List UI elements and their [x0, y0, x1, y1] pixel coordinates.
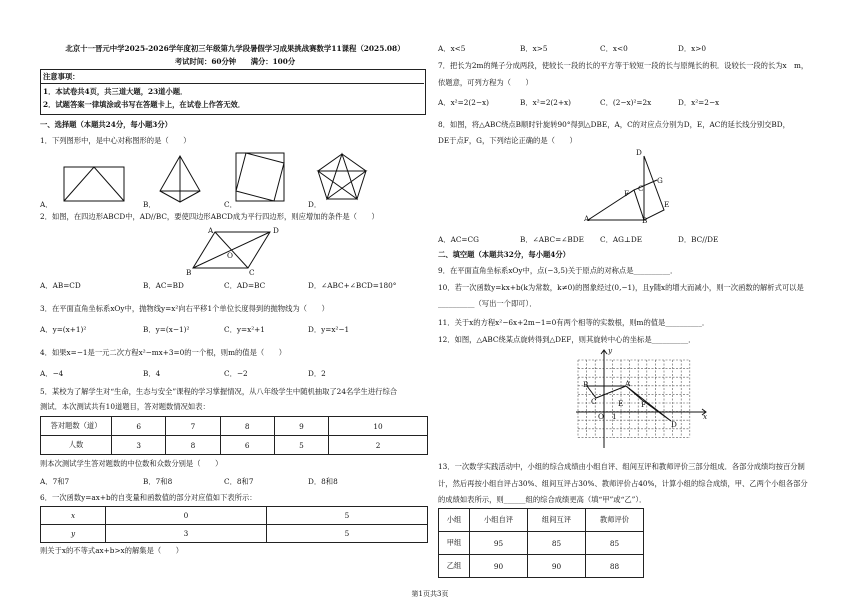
q12-label-d: D [671, 420, 677, 429]
q5-table [40, 416, 428, 455]
q12-label-b: B [583, 380, 589, 389]
q6-table-row [41, 507, 428, 525]
q13-header-cell: 小组自评 [470, 509, 528, 532]
q3-option-b: B．y=(x−1)² [143, 325, 190, 334]
q2-option-d: D．∠ABC+∠BCD=180° [308, 281, 397, 290]
q13-stem-3: 的成绩如表所示，则______组的综合成绩更高（填“甲”或“乙”）． [438, 495, 647, 504]
q12-label-c: C [591, 397, 597, 406]
q4-option-d: D．2 [308, 369, 326, 378]
section1-heading: 一、选择题（本题共24分，每小题3分） [40, 120, 172, 129]
q7-option-a: A．x²=2(2−x) [438, 98, 489, 107]
q2-label-c: C [249, 268, 255, 277]
q1-figure-a [64, 167, 124, 201]
q13-cell: 88 [586, 555, 644, 578]
q2-label-a: A [208, 226, 214, 235]
q7-stem-2: 依题意，可列方程为（ ） [438, 78, 533, 87]
q8-label-e: E [664, 200, 670, 209]
q12-label-o: O [598, 412, 604, 421]
q13-cell: 95 [470, 532, 528, 555]
q12-label-f: F [641, 400, 647, 409]
q6-head-cell: x [41, 507, 106, 525]
q3-stem: 3．在平面直角坐标系xOy中，抛物线y=x²向右平移1个单位长度得到的抛物线为（ ） [40, 304, 329, 313]
notice-heading: 注意事项： [43, 72, 80, 81]
q8-label-c: C [638, 184, 644, 193]
q5-option-d: D．8和8 [308, 477, 338, 486]
q8-option-d: D．BC//DE [678, 235, 719, 244]
q10-stem-1: 10．若一次函数y=kx+b(k为常数，k≠0)的图象经过(0,−1)，且y随x的增大而减小，则一次函数的解析式可以是 [438, 283, 804, 292]
q8-label-g: G [657, 176, 663, 185]
q1-stem: 1．下列图形中，是中心对称图形的是（ ） [40, 136, 191, 145]
q8-label-a: A [584, 214, 590, 223]
q6-stem: 6．一次函数y=ax+b的自变量和函数值的部分对应值如下表所示： [40, 493, 257, 502]
q13-cell: 85 [586, 532, 644, 555]
q11-stem: 11．关于x的方程x²−6x+2m−1=0有两个相等的实数根，则m的值是__________． [438, 318, 710, 327]
q13-cell: 85 [528, 532, 586, 555]
q2-option-a: A．AB=CD [40, 281, 81, 290]
q13-cell: 90 [528, 555, 586, 578]
q10-stem-2: __________（写出一个即可）． [438, 299, 537, 308]
q13-stem-2: 计，然后再按小组自评占30%、组间互评占30%、教师评价占40%，计算小组的综合成绩，甲、乙两个小组各部分 [438, 479, 808, 488]
q8-label-f: F [624, 189, 630, 198]
q5-option-c: C．8和7 [224, 477, 254, 486]
q3-option-c: C．y=x²+1 [224, 325, 265, 334]
q6-table-row [41, 525, 428, 543]
q7-option-d: D．x²=2−x [678, 98, 720, 107]
q12-stem: 12．如图，△ABC绕某点旋转得到△DEF，则其旋转中心的坐标是__________． [438, 335, 696, 344]
q5-stem-3: 则本次测试学生答对题数的中位数和众数分别是（ ） [40, 459, 223, 468]
q12-label-a: A [625, 379, 631, 388]
notice-divider [40, 83, 424, 84]
q6-option-b: B．x>5 [520, 44, 548, 53]
q4-stem: 4．如果x=−1是一元二次方程x²−mx+3=0的一个根，则m的值是（ ） [40, 348, 287, 357]
q8-stem-2: DE于点F，G，下列结论正确的是（ ） [438, 136, 577, 145]
q13-cell: 乙组 [439, 555, 470, 578]
q2-label-o: O [227, 251, 233, 260]
q5-stem-2: 测试．本次测试共有10道题目，答对题数情况如表： [40, 402, 210, 411]
q2-label-b: B [186, 268, 192, 277]
q5-option-b: B．7和8 [143, 477, 173, 486]
q13-table-row [439, 509, 644, 532]
notice-item-2: 2．试题答案一律填涂或书写在答题卡上，在试卷上作答无效． [43, 100, 246, 109]
q13-table-row [439, 555, 644, 578]
q9-stem: 9．在平面直角坐标系xOy中，点(−3,5)关于原点的对称点是__________． [438, 266, 678, 275]
q7-stem-1: 7．把长为2m的绳子分成两段，使较长一段的长的平方等于较短一段的长与原绳长的积．设较长一段的长为x m， [438, 61, 809, 70]
q5-cell: 6 [112, 417, 166, 436]
q2-label-d: D [273, 226, 279, 235]
q2-option-b: B．AC=BD [143, 281, 184, 290]
q5-cell: 10 [329, 417, 428, 436]
q2-option-c: C．AD=BC [224, 281, 266, 290]
q6-head-cell: y [41, 525, 106, 543]
q13-header-cell: 教师评价 [586, 509, 644, 532]
q6-cell: 3 [106, 525, 267, 543]
q12-label-y: y [608, 346, 613, 355]
q5-table-row [41, 436, 428, 455]
q1-figure-d [318, 154, 366, 199]
q5-head-cell: 答对题数（道） [41, 417, 112, 436]
q13-stem-1: 13．一次数学实践活动中，小组的综合成绩由小组自评、组间互评和教师评价三部分组成．各部分成绩均按百分制 [438, 462, 805, 471]
q13-header-cell: 小组 [439, 509, 470, 532]
q5-cell: 5 [274, 436, 328, 455]
q7-option-c: C．(2−x)²=2x [600, 98, 652, 107]
q6-cell: 0 [106, 507, 267, 525]
exam-title: 北京十一晋元中学2025-2026学年度初三年级第九学段暑假学习成果挑战赛数学11课程（2025.08） [65, 44, 405, 53]
q3-option-a: A．y=(x+1)² [40, 325, 87, 334]
q5-stem-1: 5．某校为了解学生对“生命，生态与安全”课程的学习掌握情况，从八年级学生中随机抽取了24名学生进行综合 [40, 387, 398, 396]
q12-label-1: 1 [612, 412, 617, 421]
q13-table [438, 508, 644, 578]
q1-option-b: B． [143, 200, 156, 209]
q8-figure [578, 148, 678, 228]
q2-stem: 2．如图，在四边形ABCD中，AD//BC，要使四边形ABCD成为平行四边形，则应增加的条件是（ ） [40, 212, 379, 221]
q3-option-d: D．y=x²−1 [308, 325, 350, 334]
q5-table-row [41, 417, 428, 436]
page-footer: 第1页共3页 [411, 590, 449, 598]
q6-option-d: D．x>0 [678, 44, 707, 53]
q6-option-a: A．x<5 [438, 44, 466, 53]
q5-cell: 2 [329, 436, 428, 455]
q6-stem-2: 则关于x的不等式ax+b>x的解集是（ ） [40, 546, 184, 555]
q8-stem-1: 8．如图，将△ABC绕点B顺时针旋转90°得到△DBE，A，C的对应点分别为D，E，AC的延长线分别交BD， [438, 120, 790, 129]
q4-option-b: B．4 [143, 369, 161, 378]
section2-heading: 二、填空题（本题共32分，每小题4分） [438, 250, 570, 259]
q5-cell: 8 [220, 417, 274, 436]
q5-option-a: A．7和7 [40, 477, 70, 486]
q8-option-a: A．AC=CG [438, 235, 479, 244]
q6-cell: 5 [267, 507, 428, 525]
q8-label-d: D [636, 148, 642, 157]
q7-option-b: B．x²=2(2+x) [520, 98, 572, 107]
q5-cell: 8 [166, 436, 220, 455]
exam-subtitle: 考试时间：60分钟 满分：100分 [174, 57, 296, 66]
q5-head-cell: 人数 [41, 436, 112, 455]
q1-figure-c [236, 153, 284, 201]
q4-option-a: A．−4 [40, 369, 64, 378]
q8-label-b: B [642, 216, 648, 225]
q13-cell: 90 [470, 555, 528, 578]
q1-option-d: D． [308, 200, 322, 209]
q6-cell: 5 [267, 525, 428, 543]
q13-table-row [439, 532, 644, 555]
q12-label-x: x [703, 412, 708, 421]
q5-cell: 9 [274, 417, 328, 436]
q6-table [40, 506, 428, 543]
q5-cell: 6 [220, 436, 274, 455]
q5-cell: 7 [166, 417, 220, 436]
q1-option-c: C． [224, 200, 237, 209]
q12-label-e: E [618, 399, 624, 408]
q13-cell: 甲组 [439, 532, 470, 555]
q1-option-a: A． [40, 200, 53, 209]
q5-cell: 3 [112, 436, 166, 455]
q6-option-c: C．x<0 [600, 44, 628, 53]
q8-option-c: C．AG⊥DE [600, 235, 643, 244]
q8-option-b: B．∠ABC=∠BDE [520, 235, 584, 244]
q13-header-cell: 组间互评 [528, 509, 586, 532]
q4-option-c: C．−2 [224, 369, 248, 378]
q1-figure-b [160, 156, 200, 202]
notice-item-1: 1．本试卷共4页，共三道大题，23道小题． [43, 87, 188, 96]
